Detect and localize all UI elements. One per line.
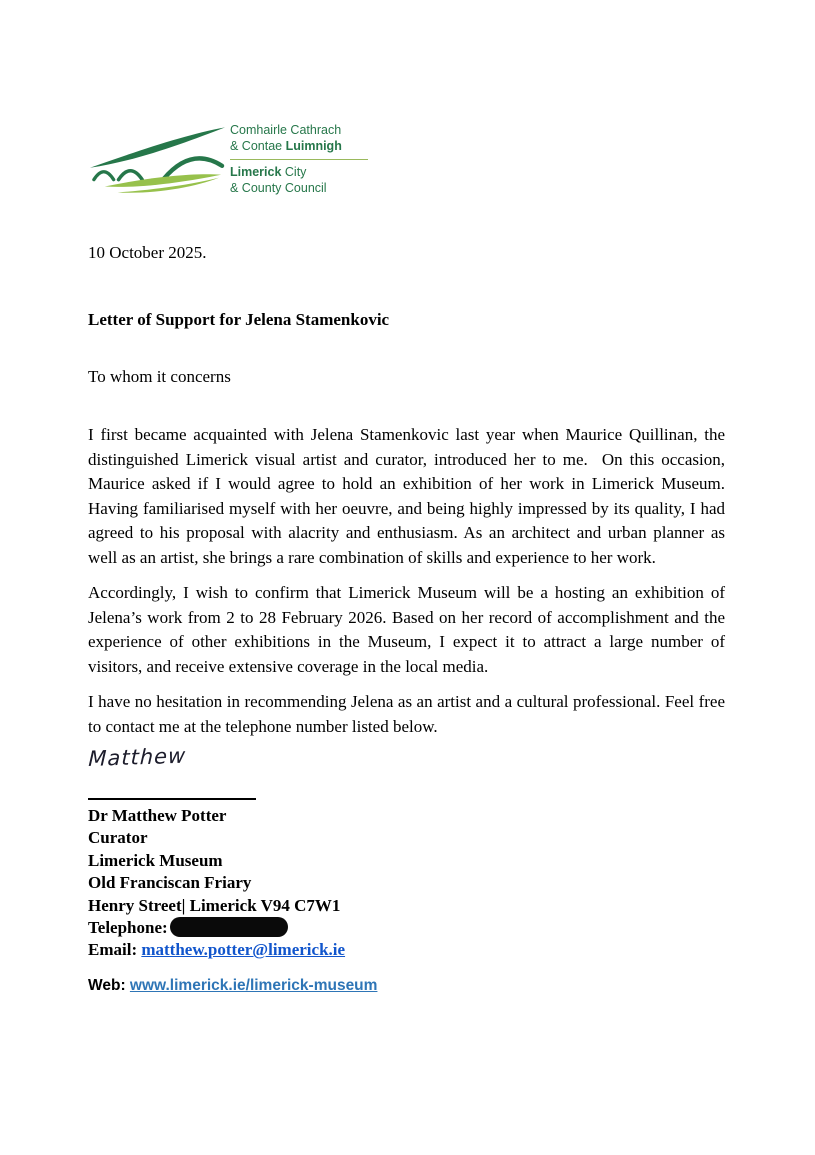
email-label: Email:: [88, 940, 142, 960]
web-label: Web:: [88, 976, 130, 994]
contact-web: [88, 977, 725, 995]
contact-title: Curator: [88, 828, 148, 848]
logo-english-line2: & County Council: [230, 180, 327, 195]
contact-name: Dr Matthew Potter: [88, 806, 227, 825]
contact-address-line2: Henry Street| Limerick V94 C7W1: [88, 895, 341, 915]
letter-salutation: To whom it concerns: [88, 367, 231, 386]
handwritten-signature: Matthew: [88, 743, 187, 771]
council-logo: [88, 113, 372, 196]
contact-organisation: Limerick Museum: [88, 850, 223, 870]
logo-irish-line2: & Contae Luimnigh: [230, 138, 342, 153]
council-logo-text: [230, 113, 372, 196]
letter-paragraph-1: I first became acquainted with Jelena Stamenkovic last year when Maurice Quillinan, the distinguished Limerick visual artist and curator, introduced her to me. On this occasion, Maurice asked if I would agree to hold an exhibition of her work in Limerick Museum. Having familiarised myself with her oeuvre, and being highly impressed by its quality, I had agreed to his proposal with alacrity and enthusiasm. As an architect and urban planner as well as an artist, she brings a rare combination of skills and experience to her work.: [88, 425, 730, 567]
website-link[interactable]: www.limerick.ie/limerick-museum: [129, 976, 378, 994]
bridge-logo-icon: [88, 113, 226, 195]
logo-english-line1: Limerick City: [230, 165, 307, 179]
email-link[interactable]: matthew.potter@limerick.ie: [141, 940, 346, 960]
letter-subject: Letter of Support for Jelena Stamenkovic: [88, 310, 390, 329]
contact-telephone: [88, 917, 725, 939]
letter-content: [88, 243, 730, 995]
contact-email: [88, 939, 725, 961]
letter-paragraph-3: I have no hesitation in recommending Jelena as an artist and a cultural professional. Feel free to contact me at the telephone number listed below.: [88, 692, 730, 736]
contact-address-line1: Old Franciscan Friary: [88, 873, 252, 893]
logo-separator: [230, 159, 368, 160]
logo-irish-line1: Comhairle Cathrach: [230, 123, 342, 137]
telephone-label: Telephone:: [88, 918, 168, 938]
letter-paragraph-2: Accordingly, I wish to confirm that Limerick Museum will be a hosting an exhibition of Jelena’s work from 2 to 28 February 2026. Based on her record of accomplishment and the experience of other exhibitions in the Museum, I expect it to attract a large number of visitors, and receive extensive coverage in the local media.: [88, 583, 730, 676]
signature-line: [88, 798, 256, 800]
letter-date: 10 October 2025.: [88, 243, 207, 262]
contact-block: [88, 805, 725, 962]
telephone-redaction: [170, 917, 288, 937]
